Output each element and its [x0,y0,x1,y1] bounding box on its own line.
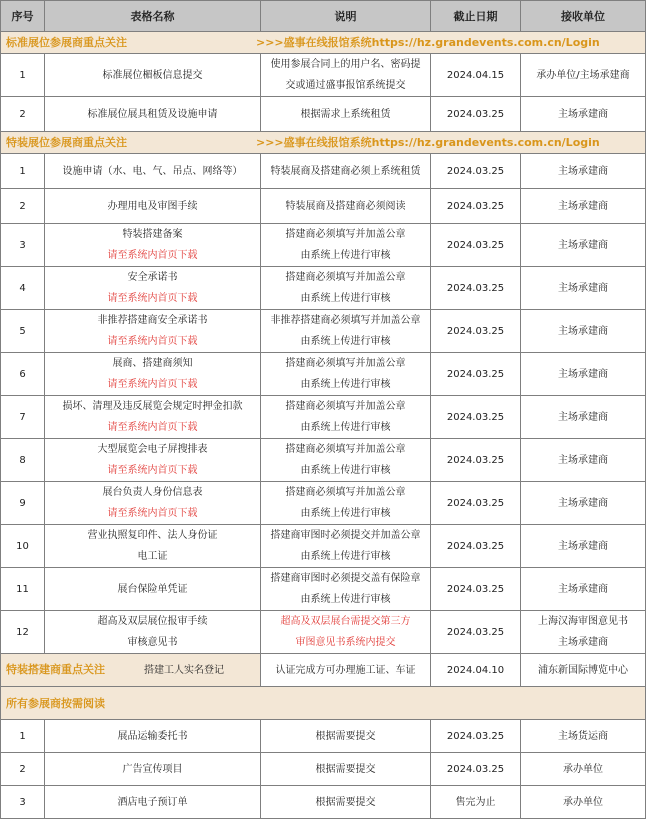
row-name: 标准展位展具租赁及设施申请 [45,97,261,132]
table-row [1,267,646,310]
builder-cell [1,654,261,687]
header-desc: 说明 [261,1,431,32]
download-note[interactable]: 请至系统内首页下载 [107,293,198,304]
row-date: 2024.03.25 [431,267,521,310]
row-no: 2 [1,97,45,132]
row-name: 广告宣传项目 [45,753,261,786]
row-unit: 浦东新国际博览中心 [521,654,646,687]
builder-row [1,654,646,687]
row-no: 5 [1,310,45,353]
row-no: 1 [1,720,45,753]
table-row [1,396,646,439]
row-date: 2024.03.25 [431,439,521,482]
row-desc: 认证完成方可办理施工证、车证 [261,654,431,687]
row-date: 2024.03.25 [431,568,521,611]
section-title: 特装展位参展商重点关注 [6,136,127,149]
row-no: 3 [1,786,45,819]
section-row [1,32,646,54]
row-no: 1 [1,154,45,189]
table-row [1,525,646,568]
row-name: 展品运输委托书 [45,720,261,753]
table-row [1,568,646,611]
row-no: 7 [1,396,45,439]
download-note[interactable]: 请至系统内首页下载 [107,250,198,261]
row-unit: 承办单位 [521,753,646,786]
table-row [1,54,646,97]
row-name: 设施申请（水、电、气、吊点、网络等） [45,154,261,189]
row-desc: 非推荐搭建商必须填写并加盖公章 由系统上传进行审核 [261,310,431,353]
row-date: 售完为止 [431,786,521,819]
row-desc: 搭建商必须填写并加盖公章 由系统上传进行审核 [261,396,431,439]
row-name: 损坏、清理及违反展览会规定时押金扣款 请至系统内首页下载 [45,396,261,439]
table-row [1,753,646,786]
section-title: 标准展位参展商重点关注 [6,36,127,49]
row-desc: 搭建商审图时必须提交盖有保险章 由系统上传进行审核 [261,568,431,611]
row-no: 2 [1,753,45,786]
row-unit: 主场承建商 [521,154,646,189]
row-unit: 主场承建商 [521,396,646,439]
section-row [1,687,646,720]
row-no: 1 [1,54,45,97]
row-name: 标准展位楣板信息提交 [45,54,261,97]
header-row [1,1,646,32]
row-desc: 根据需求上系统租赁 [261,97,431,132]
section-header [1,132,646,154]
row-desc: 根据需要提交 [261,753,431,786]
row-no: 4 [1,267,45,310]
table-row [1,154,646,189]
row-no: 10 [1,525,45,568]
row-no: 2 [1,189,45,224]
table-row [1,97,646,132]
section-header [1,32,646,54]
row-date: 2024.04.15 [431,54,521,97]
row-desc: 根据需要提交 [261,786,431,819]
system-link[interactable]: >>>盛事在线报馆系统https://hz.grandevents.com.cn/Login [256,136,600,149]
row-date: 2024.03.25 [431,753,521,786]
row-no: 9 [1,482,45,525]
header-no: 序号 [1,1,45,32]
row-no: 12 [1,611,45,654]
row-unit: 主场承建商 [521,267,646,310]
row-desc: 搭建商必须填写并加盖公章 由系统上传进行审核 [261,439,431,482]
row-desc: 特装展商及搭建商必须上系统租赁 [261,154,431,189]
row-desc: 搭建商必须填写并加盖公章 由系统上传进行审核 [261,353,431,396]
row-unit: 承办单位 [521,786,646,819]
row-date: 2024.03.25 [431,189,521,224]
row-desc: 搭建商必须填写并加盖公章 由系统上传进行审核 [261,482,431,525]
row-name: 展台负责人身份信息表 请至系统内首页下载 [45,482,261,525]
download-note[interactable]: 请至系统内首页下载 [107,422,198,433]
row-unit: 主场承建商 [521,568,646,611]
header-date: 截止日期 [431,1,521,32]
download-note[interactable]: 请至系统内首页下载 [107,508,198,519]
row-desc: 根据需要提交 [261,720,431,753]
row-date: 2024.03.25 [431,396,521,439]
table-row [1,353,646,396]
row-unit: 承办单位/主场承建商 [521,54,646,97]
row-date: 2024.03.25 [431,353,521,396]
row-unit: 主场承建商 [521,525,646,568]
row-unit: 主场承建商 [521,439,646,482]
row-date: 2024.03.25 [431,154,521,189]
download-note[interactable]: 请至系统内首页下载 [107,379,198,390]
row-name: 大型展览会电子屏搜排表 请至系统内首页下载 [45,439,261,482]
table-row [1,310,646,353]
table-row [1,224,646,267]
row-name: 安全承诺书 请至系统内首页下载 [45,267,261,310]
system-link[interactable]: >>>盛事在线报馆系统https://hz.grandevents.com.cn/Login [256,36,600,49]
row-date: 2024.03.25 [431,482,521,525]
row-date: 2024.03.25 [431,611,521,654]
row-name: 非推荐搭建商安全承诺书 请至系统内首页下载 [45,310,261,353]
row-date: 2024.03.25 [431,310,521,353]
row-name: 展商、搭建商须知 请至系统内首页下载 [45,353,261,396]
row-date: 2024.03.25 [431,224,521,267]
row-date: 2024.03.25 [431,525,521,568]
row-unit: 主场承建商 [521,97,646,132]
header-unit: 接收单位 [521,1,646,32]
row-name: 展台保险单凭证 [45,568,261,611]
table-row [1,439,646,482]
row-desc: 超高及双层展台需提交第三方 审图意见书系统内提交 [261,611,431,654]
row-date: 2024.03.25 [431,720,521,753]
download-note[interactable]: 请至系统内首页下载 [107,336,198,347]
row-name: 办理用电及审图手续 [45,189,261,224]
table-row [1,189,646,224]
table-row [1,611,646,654]
builder-name: 搭建工人实名登记 [144,665,224,676]
row-desc: 搭建商必须填写并加盖公章 由系统上传进行审核 [261,267,431,310]
row-no: 8 [1,439,45,482]
table-row [1,786,646,819]
row-unit: 主场承建商 [521,224,646,267]
table-row [1,720,646,753]
row-name: 酒店电子预订单 [45,786,261,819]
download-note[interactable]: 请至系统内首页下载 [107,465,198,476]
row-name: 超高及双层展位报审手续 审核意见书 [45,611,261,654]
row-desc: 使用参展合同上的用户名、密码提 交或通过盛事报馆系统提交 [261,54,431,97]
row-unit: 主场承建商 [521,189,646,224]
builder-label: 特装搭建商重点关注 [6,663,105,676]
section-header [1,687,646,720]
row-unit: 上海汉海审图意见书 主场承建商 [521,611,646,654]
row-desc: 搭建商审图时必须提交并加盖公章 由系统上传进行审核 [261,525,431,568]
section-title: 所有参展商按需阅读 [6,696,105,710]
section-row [1,132,646,154]
row-unit: 主场承建商 [521,482,646,525]
row-unit: 主场承建商 [521,310,646,353]
row-no: 11 [1,568,45,611]
row-date: 2024.04.10 [431,654,521,687]
row-no: 6 [1,353,45,396]
row-name: 特装搭建备案 请至系统内首页下载 [45,224,261,267]
row-name: 营业执照复印件、法人身份证 电工证 [45,525,261,568]
row-date: 2024.03.25 [431,97,521,132]
row-no: 3 [1,224,45,267]
header-name: 表格名称 [45,1,261,32]
row-desc: 搭建商必须填写并加盖公章 由系统上传进行审核 [261,224,431,267]
row-unit: 主场承建商 [521,353,646,396]
row-unit: 主场货运商 [521,720,646,753]
table-row [1,482,646,525]
row-desc: 特装展商及搭建商必须阅读 [261,189,431,224]
